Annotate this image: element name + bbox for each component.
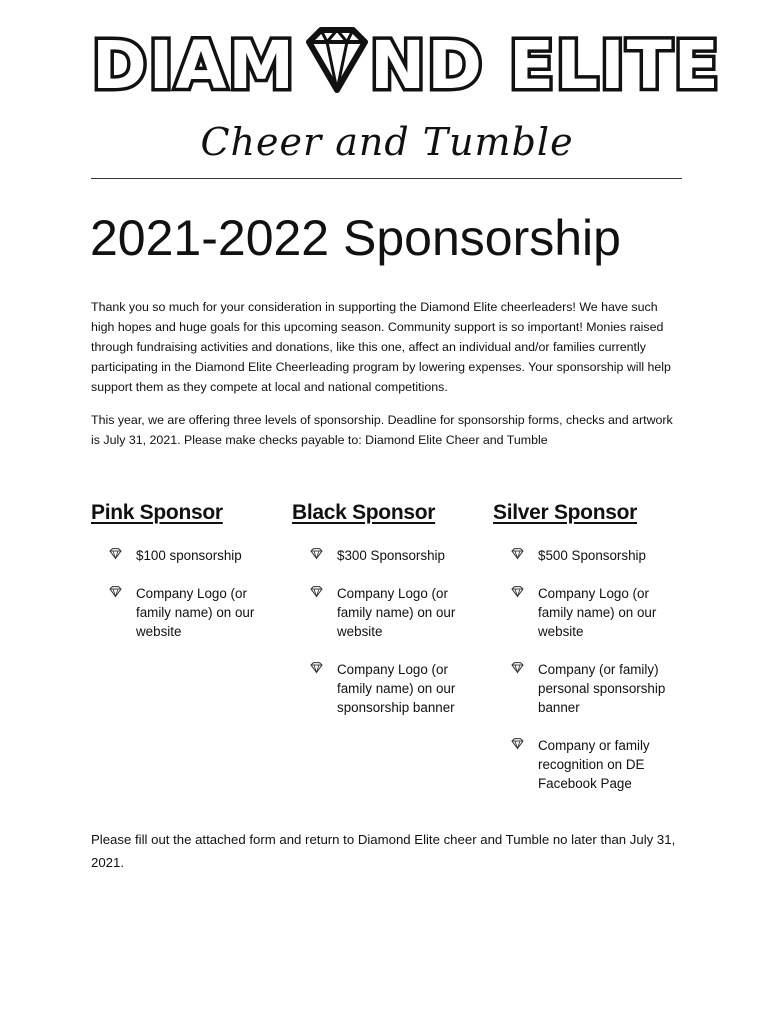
benefit-text: Company or family recognition on DE Facebook Page (538, 738, 650, 791)
sponsor-heading: Black Sponsor (292, 501, 436, 524)
diamond-icon (310, 548, 323, 559)
list-item (511, 736, 671, 793)
benefit-text: Company Logo (or family name) on our website (136, 586, 255, 639)
benefit-text: $100 sponsorship (136, 548, 242, 563)
list-item (310, 584, 470, 641)
sponsor-column-pink (91, 498, 271, 639)
benefit-text: Company Logo (or family name) on our website (337, 586, 456, 639)
list-item (109, 584, 269, 641)
sponsor-benefits-list (310, 546, 470, 736)
list-item (310, 660, 470, 717)
diamond-icon (511, 548, 524, 559)
brand-tagline: Cheer and Tumble (200, 120, 574, 164)
brand-left-text: DIAM (92, 27, 297, 104)
sponsor-benefits-list (109, 546, 269, 660)
diamond-icon (109, 586, 122, 597)
sponsor-heading: Pink Sponsor (91, 501, 223, 524)
brand-wordmark (92, 24, 721, 104)
sponsor-column-black (292, 498, 472, 715)
benefit-text: Company Logo (or family name) on our sponsorship banner (337, 662, 456, 715)
list-item (109, 546, 269, 565)
header-divider (91, 178, 682, 179)
benefit-text: $300 Sponsorship (337, 548, 445, 563)
diamond-icon (511, 586, 524, 597)
list-item (511, 660, 671, 717)
benefit-text: Company Logo (or family name) on our website (538, 586, 657, 639)
logo-gem-icon (309, 30, 365, 90)
diamond-icon (310, 586, 323, 597)
benefit-text: $500 Sponsorship (538, 548, 646, 563)
footer-instructions: Please fill out the attached form and return to Diamond Elite cheer and Tumble no later than July 31, 2021. (91, 832, 676, 870)
diamond-icon (511, 738, 524, 749)
list-item (511, 546, 671, 565)
page-title: 2021-2022 Sponsorship (90, 210, 621, 266)
brand-right-text: ND ELITE (370, 27, 721, 104)
diamond-icon (109, 548, 122, 559)
levels-paragraph: This year, we are offering three levels of sponsorship. Deadline for sponsorship forms, checks and artwork is July 31, 2021. Please make checks payable to: Diamond Elite Cheer and Tumble (91, 413, 673, 447)
list-item (310, 546, 470, 565)
sponsor-column-silver (493, 498, 673, 791)
brand-logo (92, 24, 721, 164)
diamond-icon (511, 662, 524, 673)
intro-paragraph: Thank you so much for your consideration in supporting the Diamond Elite cheerleaders! We have such high hopes and huge goals for this upcoming season. Community support is so important! Monies raised through fundraising activities and donations, like this one, affect an individual and/or families currently participating in the Diamond Elite Cheerleading program by lowering expenses. Your sponsorship will help support them as they compete at local and national competitions. (91, 300, 671, 394)
benefit-text: Company (or family) personal sponsorship banner (538, 662, 666, 715)
list-item (511, 584, 671, 641)
sponsor-heading: Silver Sponsor (493, 501, 638, 524)
diamond-icon (310, 662, 323, 673)
sponsor-benefits-list (511, 546, 671, 812)
